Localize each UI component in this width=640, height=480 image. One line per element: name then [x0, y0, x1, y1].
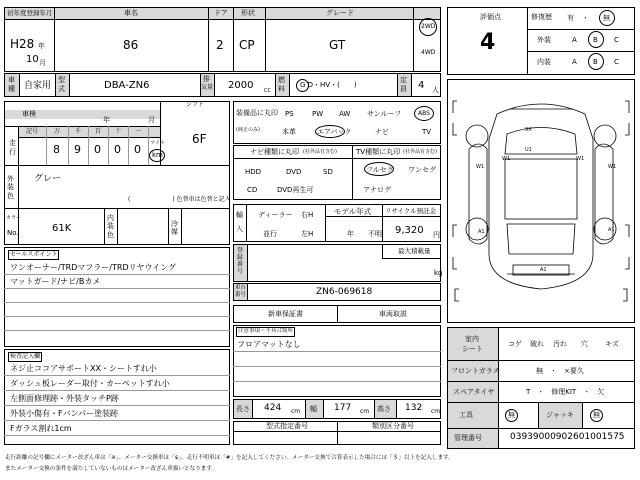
equip-leather: 本革 [282, 128, 296, 136]
width-label: 幅 [310, 405, 317, 413]
equip-aw: AW [339, 110, 351, 118]
shape-label: 形状 [241, 9, 255, 17]
model-year-value: 年 不明 [347, 230, 382, 238]
equip-pw: PW [312, 110, 324, 118]
car-label-2: 種 [8, 85, 15, 93]
import-dealer: ディーラー [258, 211, 293, 219]
disp-unit: CC [264, 88, 271, 94]
jack-none: 無 [593, 411, 600, 419]
grade-value: GT [329, 38, 346, 52]
import-label-1: 輸 [236, 211, 243, 219]
interior-color-label: 内装色 [107, 214, 114, 239]
inspection-year-unit: 年 [103, 116, 110, 124]
equip-sunroof: サンルーフ [367, 110, 402, 118]
reg-year-unit: 年 [38, 42, 45, 50]
recycle-fee-yen: 円 [433, 231, 440, 239]
diagram-mark-w1-b: W1 [502, 156, 511, 162]
import-parallel: 並行 [263, 230, 277, 238]
max-load-unit: kg [434, 269, 443, 277]
interior-grade-label: 内装 [537, 58, 551, 66]
shift-label: シフト [186, 101, 205, 108]
reg-era: H28 [10, 37, 35, 51]
color-label: 外装色 [7, 175, 14, 200]
length-unit: cm [291, 408, 301, 415]
mileage-header-10: 十 [115, 128, 122, 135]
interior-a: A [572, 58, 577, 66]
mileage-digit-2: 9 [74, 143, 81, 156]
drive-4wd: 4WD [421, 49, 436, 56]
mileage-digit-3: 0 [94, 143, 101, 156]
exterior-c: C [614, 36, 619, 44]
inspection-month-unit: 月 [148, 116, 155, 124]
selling-point-line-1: ワンオーナー/TRDマフラー/TRDリヤウイング [10, 263, 177, 272]
type-designation-label: 型式指定番号 [266, 422, 308, 430]
grade-label: グレード [326, 9, 354, 17]
diagram-mark-w1-a: W1 [476, 164, 485, 170]
shape-value: CP [239, 38, 255, 52]
inspection-line-2: ダッシュ板レーダー取付・カーペットすれ小 [10, 379, 170, 388]
seat-label-2: シート [462, 345, 483, 353]
navi-dvd: DVD [286, 168, 302, 176]
interior-b: B [593, 58, 598, 66]
max-load-label: 最大積載量 [398, 247, 431, 255]
model-year-label: モデル年式 [334, 207, 372, 216]
equip-ps: PS [285, 110, 294, 118]
inspection-line-5: Fガラス割れ1cm [10, 424, 72, 433]
mile-label: マイル [150, 140, 165, 146]
recycle-label: 冷媒 [171, 220, 178, 237]
repair-dot: ・ [582, 14, 589, 22]
import-left: 左H [301, 230, 314, 238]
chassis-value: ZN6-069618 [316, 287, 373, 297]
reg-month-unit: 月 [39, 59, 46, 67]
jack-label: ジャッキ [546, 411, 574, 419]
doors-value: 2 [216, 38, 224, 52]
notes-label: 注意事項・不具合箇所 [236, 327, 295, 337]
height-value: 132 [405, 403, 423, 413]
length-value: 424 [264, 403, 282, 413]
mileage-digit-5: 0 [134, 143, 141, 156]
tools-label: 工具 [459, 411, 473, 419]
navi-sub: (社外品有含む) [303, 149, 337, 155]
control-no-label: 管理番号 [454, 434, 482, 442]
mileage-header-symbol: 記号 [26, 128, 39, 135]
mileage-label-2: 行 [9, 148, 16, 156]
height-label: 高さ [377, 405, 391, 413]
usage-value: 自家用 [24, 81, 52, 91]
mileage-label-1: 走 [9, 139, 16, 147]
recycle-fee-value: 9,320 [395, 225, 424, 236]
diagram-mark-w1-d: W1 [576, 156, 585, 162]
tv-label: TV種類に丸印 [356, 148, 401, 156]
car-diagram [447, 79, 635, 323]
tv-analog: アナログ [363, 186, 391, 194]
diagram-mark-a1-c: A1 [540, 267, 547, 273]
tv-fullseg: フルセグ [366, 166, 394, 174]
fuel-label: 燃 [278, 76, 285, 84]
seat-opt-burn: コゲ [508, 340, 522, 348]
seat-opt-hole: 穴 [581, 340, 588, 348]
recycle-fee-label: リサイクル預託金 [385, 207, 437, 215]
reg-month: 10 [26, 54, 39, 65]
capacity-unit: 人 [432, 86, 439, 94]
exterior-grade-label: 外装 [537, 36, 551, 44]
drive-2wd: 2WD [421, 23, 436, 30]
equip-tv: TV [422, 128, 432, 136]
displacement-value: 2000 [228, 80, 254, 91]
width-unit: cm [360, 408, 370, 415]
seat-opt-tear: 破れ [530, 340, 544, 348]
equip-airbag: エアバック [317, 128, 352, 136]
mileage-header-100: 百 [95, 128, 102, 135]
tv-sub: (社外品有含む) [403, 149, 437, 155]
chassis-label-2: 番号 [235, 292, 247, 298]
km-label: km [152, 151, 163, 159]
spare-tire-value: T ・ 修理KIT ・ 欠 [526, 388, 605, 396]
mileage-header-1: 一 [135, 128, 142, 135]
repair-label: 修復歴 [531, 13, 552, 21]
jack-none-circle [590, 409, 603, 422]
tools-none: 無 [508, 411, 515, 419]
records-warranty: 新車保証書 [268, 310, 303, 318]
fuel-label-2: 料 [278, 85, 285, 93]
seat-opt-scratch: キズ [605, 340, 619, 348]
tv-oneseg: ワンセグ [408, 166, 436, 174]
registration-label: 登録番号 [237, 247, 244, 275]
tools-none-circle [505, 409, 518, 422]
equip-navi: ナビ [375, 128, 389, 136]
exterior-b: B [593, 36, 598, 44]
disp-label-2: 気量 [201, 84, 214, 91]
diagram-mark-u1: U1 [525, 147, 532, 153]
inspection-report-label: 検査記入欄 [10, 353, 41, 360]
equipment-label: 装備品に丸印 [236, 109, 278, 117]
diagram-mark-a1-b: A1 [608, 227, 615, 233]
mileage-header-1000: 千 [75, 128, 82, 135]
equip-abs: ABS [418, 110, 430, 117]
model-label: 車名 [124, 9, 138, 17]
diagram-mark-xx: XX [525, 127, 532, 133]
import-right: 右H [301, 211, 314, 219]
notes-line-1: フロアマットなし [237, 340, 301, 349]
spare-tire-label: スペアタイヤ [453, 388, 495, 396]
length-label: 長さ [236, 405, 250, 413]
cap-label-2: 員 [400, 85, 407, 93]
type-label-2: 式 [58, 85, 65, 93]
records-manual: 車両取説 [379, 310, 407, 318]
windshield-label: フロントガラス [451, 367, 500, 375]
interior-c: C [614, 58, 619, 66]
equipment-sublabel: (純正のみ) [236, 127, 260, 133]
diagram-mark-w1-c: W1 [608, 164, 617, 170]
model-value: 86 [123, 38, 139, 52]
control-no-value: 03939000902601001575 [510, 432, 625, 442]
selling-points-box [4, 247, 230, 347]
inspection-line-4: 外装小傷有・Fバンパー塗装跡 [10, 409, 119, 418]
windshield-value: 無 ・ ×要久 [536, 367, 584, 375]
seat-label-1: 室内 [465, 335, 479, 343]
equipment-box [233, 101, 441, 144]
fuel-options: G D・HV・( ) [300, 81, 357, 89]
class-label: 類別区分番号 [372, 422, 414, 430]
import-label-2: 入 [236, 225, 243, 233]
navi-hdd: HDD [245, 168, 262, 176]
disp-label: 排 [203, 75, 210, 83]
score-value: 4 [480, 30, 496, 55]
repair-no: 無 [603, 14, 610, 22]
exterior-a: A [572, 36, 577, 44]
car-label: 車 [8, 76, 15, 84]
color-note: ( ) 色替車は色替と記入 [128, 196, 231, 203]
diagram-mark-a1-a: A1 [478, 229, 485, 235]
cap-label: 定 [400, 76, 407, 84]
chassis-label-1: 車台 [235, 285, 247, 291]
type-label: 型 [58, 76, 65, 84]
navi-sd: SD [323, 168, 333, 176]
navi-cd: CD [247, 186, 258, 194]
selling-point-line-2: マットガード/ナビ/Bカメ [10, 277, 101, 286]
width-value: 177 [334, 403, 352, 413]
height-unit: cm [431, 408, 441, 415]
capacity-value: 4 [418, 80, 425, 91]
inspection-line-3: 左側面修理跡・外装タッチP跡 [10, 394, 119, 403]
color-value: グレー [34, 174, 62, 184]
mileage-digit-1: 8 [53, 143, 60, 156]
footer-line-1: 走行距離の記号欄にメーター改ざん車は「※」、メーター交換車は「$」、走行不明車は「#」を記入してください。メーター交換で合算表示した場合には「＄」以上を記入します。 [5, 455, 454, 461]
color-no-value: 61K [52, 223, 72, 234]
mileage-header-10000: 万 [54, 128, 61, 135]
navi-label: ナビ種類に丸印 [250, 148, 299, 156]
score-label: 評価点 [480, 13, 501, 21]
doors-label: ドア [214, 9, 228, 17]
color-no-label-2: No. [7, 229, 19, 237]
mileage-digit-4: 0 [114, 143, 121, 156]
footer-line-2: またメーター交換の条件を満たしていないものはメーター改ざん車扱いとなります。 [5, 466, 218, 472]
navi-dvd-play: DVD再生可 [277, 186, 314, 194]
seat-opt-dirt: 汚れ [553, 340, 567, 348]
repair-yes: 有 [567, 14, 574, 22]
inspection-label: 車検 [22, 110, 36, 118]
inspection-line-1: ネジ止ココアサポートXX・シートすれ小 [10, 364, 157, 373]
reg-date-label: 初年度登録年月 [7, 9, 53, 17]
selling-points-label: セールスポイント [10, 251, 58, 258]
type-value: DBA-ZN6 [104, 80, 150, 91]
shift-value: 6F [192, 132, 207, 146]
color-no-label-1: カラー [6, 215, 22, 221]
